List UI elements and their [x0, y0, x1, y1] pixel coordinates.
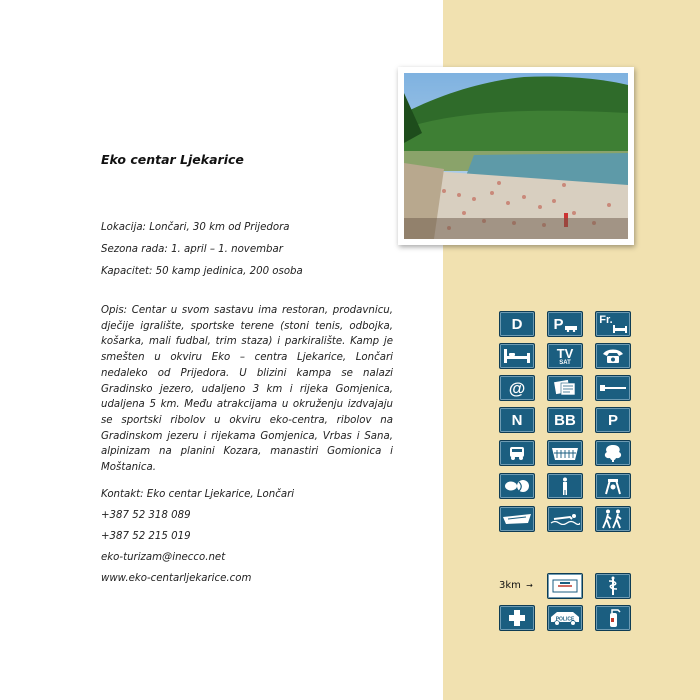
n-icon: N — [499, 407, 535, 433]
free-bed-icon: Fr. — [595, 311, 631, 337]
telephone-icon — [595, 343, 631, 369]
newspaper-icon — [547, 375, 583, 401]
description-text: Opis: Centar u svom sastavu ima restoran, prodavnicu, dječije igralište, sportske terene (stoni tenis, odbojka, košarka, mali fudbal, trim staza) i parkiralište. Kamp je smešten u okviru Eko – centra Ljekarice, Lončari nedaleko od Prijedora. U blizini kampa se nalazi Gradinsko jezero, udaljeno 3 km i rijeka Gomjenica, udaljena 5 km. Među atrakcijama u okruženju izdvajaju se sportski ribolov u okviru eko-centra, ribolov na Gradinskom jezeru i rijekama Gomjenica, Vrbas i Sana, alpinizam na planini Kozara, manastiri Gomionica i Moštanica. — [101, 305, 393, 474]
nearby-distance: 3km → — [499, 580, 533, 591]
camp-photo — [398, 67, 634, 245]
season-text: Sezona rada: 1. april – 1. novembar — [101, 244, 283, 255]
police-car-label: POLICE — [555, 616, 575, 623]
first-aid-icon — [499, 605, 535, 631]
bb-icon: BB — [547, 407, 583, 433]
capacity-text: Kapacitet: 50 kamp jedinica, 200 osoba — [101, 266, 303, 277]
bed-icon — [499, 343, 535, 369]
police-car-icon — [547, 605, 583, 631]
sports-balls-icon — [499, 473, 535, 499]
lake-beach-image — [404, 73, 628, 239]
tv-sat-icon: TV SAT — [547, 343, 583, 369]
hiking-icon — [595, 506, 631, 532]
arrow-right-icon: → — [526, 581, 533, 590]
playground-icon — [595, 473, 631, 499]
campervan-icon — [499, 440, 535, 466]
contact-phone-1: +387 52 318 089 — [101, 510, 191, 521]
pharmacy-icon — [595, 573, 631, 599]
internet-at-icon: @ — [499, 375, 535, 401]
fire-extinguisher-icon — [595, 605, 631, 631]
contact-website[interactable]: www.eko-centarljekarice.com — [101, 573, 252, 584]
p-icon: P — [595, 407, 631, 433]
parking-car-icon: P — [547, 311, 583, 337]
basket-icon — [547, 440, 583, 466]
boat-icon — [499, 506, 535, 532]
contact-email[interactable]: eko-turizam@inecco.net — [101, 552, 226, 563]
tree-icon — [595, 440, 631, 466]
swimming-icon — [547, 506, 583, 532]
d-icon: D — [499, 311, 535, 337]
tool-icon — [595, 375, 631, 401]
person-icon — [547, 473, 583, 499]
contact-phone-2: +387 52 215 019 — [101, 531, 191, 542]
location-text: Lokacija: Lončari, 30 km od Prijedora — [101, 222, 290, 233]
camp-title: Eko centar Ljekarice — [101, 152, 244, 167]
ambulance-sign-icon — [547, 573, 583, 599]
contact-name: Kontakt: Eko centar Ljekarice, Lončari — [101, 489, 295, 500]
